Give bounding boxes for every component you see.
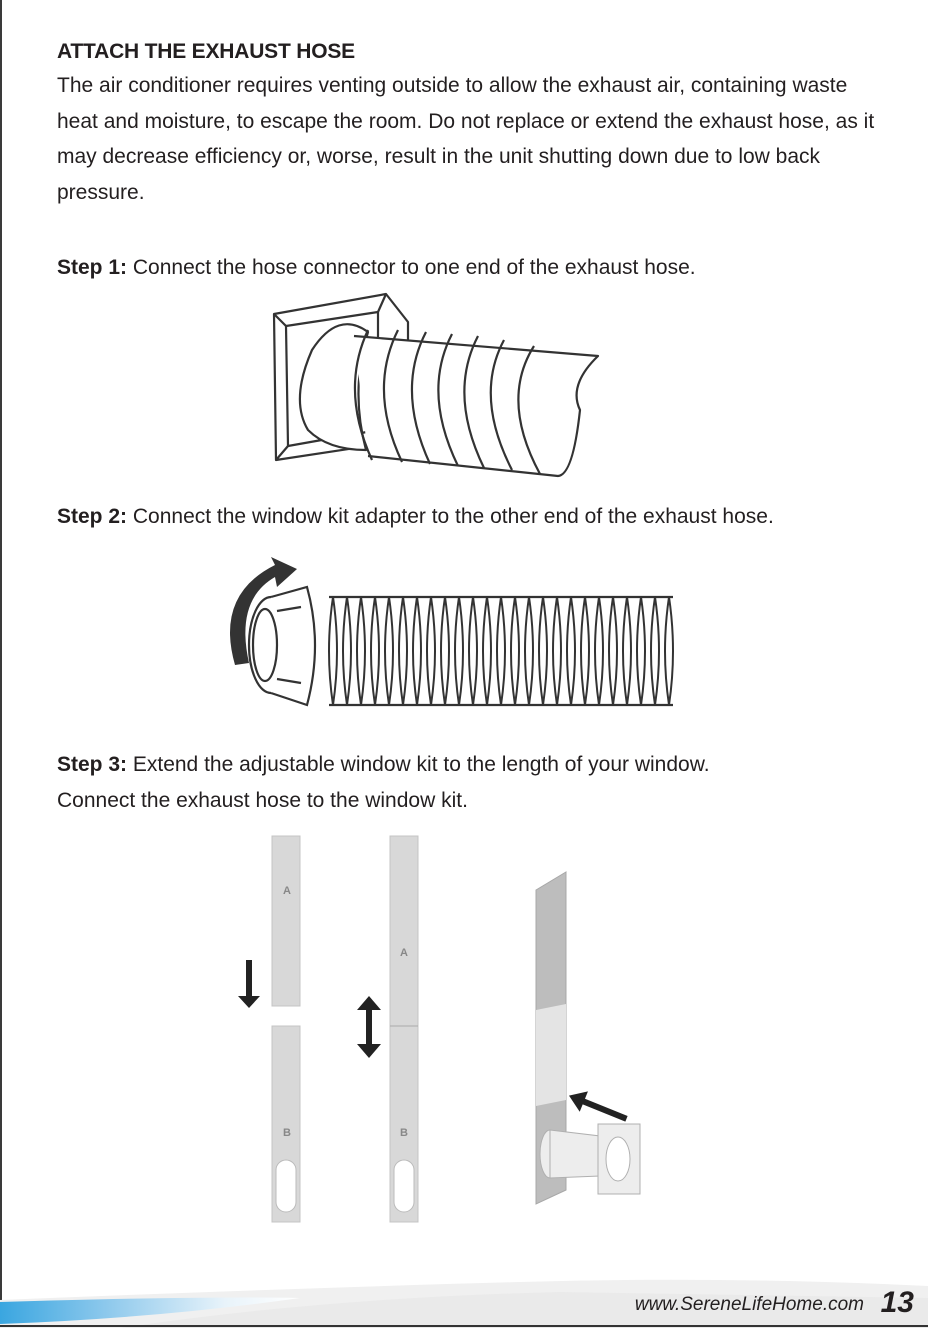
hose-rib	[343, 597, 351, 705]
step-2	[57, 499, 887, 535]
step-3-text: Extend the adjustable window kit to the length of your window.	[132, 753, 710, 776]
section-intro	[57, 36, 877, 210]
hose-rib	[497, 597, 505, 705]
panel-label-b: B	[283, 1127, 291, 1139]
hose-rib	[371, 597, 379, 705]
step-1-text: Connect the hose connector to one end of the exhaust hose.	[132, 256, 696, 279]
page-left-rule	[0, 0, 2, 1328]
hose-rib	[441, 597, 449, 705]
diagonal-arrow-icon	[565, 1085, 631, 1129]
page-number: 13	[880, 1286, 914, 1319]
intro-paragraph: The air conditioner requires venting outside to allow the exhaust air, containing waste heat and moisture, to escape the room. Do not replace or extend the exhaust hose, as it may decrease efficiency or, worse, result in the unit shutting down due to low back pressure.	[57, 74, 875, 204]
hose-rib	[651, 597, 659, 705]
hose-rib	[385, 597, 393, 705]
step-3-text-line-2: Connect the exhaust hose to the window kit.	[57, 788, 468, 812]
double-arrow-icon	[357, 996, 381, 1058]
panel-label-a: A	[283, 885, 291, 897]
hose-rib	[581, 597, 589, 705]
hose-rib	[553, 597, 561, 705]
step-1	[57, 250, 887, 286]
page-footer	[0, 1268, 928, 1328]
panel-label-a-extended: A	[400, 947, 408, 959]
section-heading: ATTACH THE EXHAUST HOSE	[57, 40, 355, 63]
window-adapter-illustration	[205, 555, 685, 715]
hose-rib	[623, 597, 631, 705]
down-arrow-icon	[238, 960, 260, 1008]
step-2-text: Connect the window kit adapter to the other end of the exhaust hose.	[132, 505, 774, 528]
hose-rib	[595, 597, 603, 705]
panel-label-b-extended: B	[400, 1127, 408, 1139]
footer-website-link[interactable]: www.SereneLifeHome.com	[634, 1294, 864, 1315]
hose-rib	[399, 597, 407, 705]
hose-rib	[483, 597, 491, 705]
hose-rib	[329, 597, 337, 705]
hose-rib	[357, 597, 365, 705]
hose-rib	[665, 597, 673, 705]
hose-rib	[525, 597, 533, 705]
hose-rib	[567, 597, 575, 705]
step-3-label: Step 3:	[57, 753, 128, 776]
hose-rib	[455, 597, 463, 705]
step-2-label: Step 2:	[57, 505, 128, 528]
hose-rib	[609, 597, 617, 705]
hose-rib	[511, 597, 519, 705]
step-1-label: Step 1:	[57, 256, 128, 279]
hose-rib	[427, 597, 435, 705]
hose-rib	[637, 597, 645, 705]
hose-connector-illustration	[268, 290, 628, 480]
hose-rib	[413, 597, 421, 705]
window-kit-illustration	[230, 830, 670, 1230]
hose-rib	[469, 597, 477, 705]
hose-rib	[539, 597, 547, 705]
step-3	[57, 747, 887, 818]
